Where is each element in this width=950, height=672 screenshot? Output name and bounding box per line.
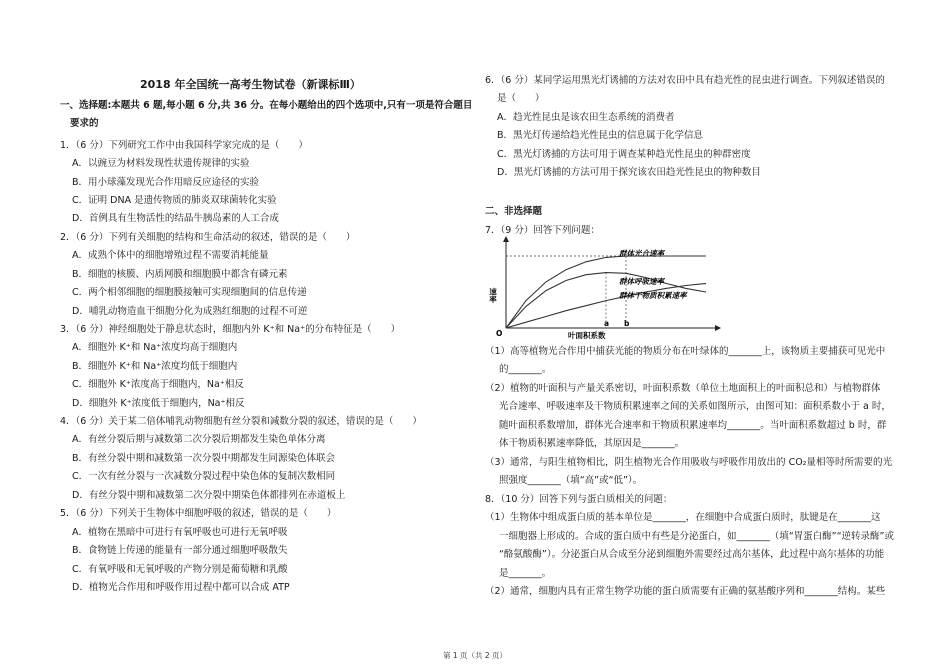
q7-stem: 7．（9 分）回答下列问题： (485, 225, 600, 236)
q3-option-a: A．细胞外 K⁺和 Na⁺浓度均高于细胞内 (72, 342, 238, 353)
section-1-heading: 一、选择题:本题共 6 题,每小题 6 分,共 36 分。在每小题给出的四个选项中,只有一项是符合题目 (60, 100, 473, 111)
q6-stem-cont: 是（ ） (497, 93, 545, 104)
y-axis-label: 速率 (488, 288, 498, 303)
q7-part1: （1）高等植物光合作用中捕获光能的物质分布在叶绿体的_______上，该物质主要捕获可见光中 (485, 346, 886, 357)
q1-option-d: D．首例具有生物活性的结晶牛胰岛素的人工合成 (72, 213, 279, 224)
q2-option-a: A．成熟个体中的细胞增殖过程不需要消耗能量 (72, 250, 269, 261)
q2-option-c: C．两个相邻细胞的细胞膜接触可实现细胞间的信息传递 (72, 287, 307, 298)
q6-option-d: D．黑光灯诱捕的方法可用于探究该农田趋光性昆虫的物种数目 (497, 167, 761, 178)
q4-option-b: B．有丝分裂中期和减数第一次分裂中期都发生同源染色体联会 (72, 453, 336, 464)
legend-dry-matter: 群体干物质积累速率 (619, 291, 687, 300)
q7-part1-cont: 的_______。 (499, 364, 552, 375)
q5-option-c: C．有氧呼吸和无氧呼吸的产物分别是葡萄糖和乳酸 (72, 564, 288, 575)
legend-respiration: 群体呼吸速率 (619, 277, 664, 286)
q4-option-a: A．有丝分裂后期与减数第二次分裂后期都发生染色单体分离 (72, 434, 326, 445)
q1-stem: 1．（6 分）下列研究工作中由我国科学家完成的是（ ） (60, 140, 308, 151)
q2-stem: 2．（6 分）下列有关细胞的结构和生命活动的叙述，错误的是（ ） (60, 232, 356, 243)
q7-part2-cont2: 随叶面积系数增加，群体光合速率和干物质积累速率均_______。当叶面积系数超过 b 时，群 (499, 420, 887, 431)
q4-option-c: C．一次有丝分裂与一次减数分裂过程中染色体的复制次数相同 (72, 471, 336, 482)
q1-option-c: C．证明 DNA 是遗传物质的肺炎双球菌转化实验 (72, 195, 277, 206)
q7-part3: （3）通常，与阳生植物相比，阴生植物光合作用吸收与呼吸作用放出的 CO₂量相等时所需要的光 (485, 457, 892, 468)
q5-option-b: B．食物链上传递的能量有一部分通过细胞呼吸散失 (72, 545, 288, 556)
q3-stem: 3．（6 分）神经细胞处于静息状态时，细胞内外 K⁺和 Na⁺的分布特征是（ ） (60, 324, 401, 335)
q7-part2: （2）植物的叶面积与产量关系密切，叶面积系数（单位土地面积上的叶面积总和）与植物群体 (485, 383, 881, 394)
section-1-heading-cont: 要求的 (70, 118, 99, 129)
q8-part1-cont2: “酪氨酸酶”）。分泌蛋白从合成至分泌到细胞外需要经过高尔基体，此过程中高尔基体的功能 (499, 549, 885, 560)
q7-part2-cont1: 光合速率、呼吸速率及干物质积累速率之间的关系如图所示，由图可知：面积系数小于 a 时， (499, 401, 891, 412)
q5-stem: 5．（6 分）下列关于生物体中细胞呼吸的叙述，错误的是（ ） (60, 508, 337, 519)
q6-option-b: B．黑光灯传递给趋光性昆虫的信息属于化学信息 (497, 130, 704, 141)
q4-stem: 4．（6 分）关于某二倍体哺乳动物细胞有丝分裂和减数分裂的叙述，错误的是（ ） (60, 416, 422, 427)
q2-option-d: D．哺乳动物造血干细胞分化为成熟红细胞的过程不可逆 (72, 306, 308, 317)
q1-option-b: B．用小球藻发现光合作用暗反应途径的实验 (72, 177, 260, 188)
q4-option-d: D．有丝分裂中期和减数第二次分裂中期染色体都排列在赤道板上 (72, 490, 346, 501)
q8-part1-cont3: 是_______。 (499, 568, 552, 579)
q6-option-c: C．黑光灯诱捕的方法可用于调查某种趋光性昆虫的种群密度 (497, 149, 751, 160)
x-axis-label: 叶面积系数 (568, 331, 606, 340)
q6-option-a: A．趋光性昆虫是该农田生态系统的消费者 (497, 112, 675, 123)
x-tick-o: O (496, 329, 503, 338)
q3-option-d: D．细胞外 K⁺浓度低于细胞内，Na⁺相反 (72, 398, 245, 409)
q3-option-b: B．细胞外 K⁺和 Na⁺浓度均低于细胞内 (72, 361, 238, 372)
q8-stem: 8．（10 分）回答下列与蛋白质相关的问题： (485, 494, 673, 505)
q7-part2-cont3: 体干物质积累速率降低，其原因是_______。 (499, 438, 685, 449)
q5-option-a: A．植物在黑暗中可进行有氧呼吸也可进行无氧呼吸 (72, 527, 288, 538)
q1-option-a: A．以豌豆为材料发现性状遗传规律的实验 (72, 158, 250, 169)
page-footer: 第 1 页（共 2 页） (442, 651, 508, 660)
q2-option-b: B．细胞的核膜、内质网膜和细胞膜中都含有磷元素 (72, 269, 288, 280)
q6-stem: 6．（6 分）某同学运用黑光灯诱捕的方法对农田中具有趋光性的昆虫进行调查。下列叙述错误的 (485, 75, 885, 86)
x-tick-b: b (624, 319, 630, 328)
q3-option-c: C．细胞外 K⁺浓度高于细胞内，Na⁺相反 (72, 379, 244, 390)
x-axis-arrow (715, 325, 721, 331)
legend-photosynthesis: 群体光合速率 (619, 249, 664, 258)
chart-axes (503, 236, 721, 331)
q8-part2: （2）通常，细胞内具有正常生物学功能的蛋白质需要有正确的氨基酸序列和_______结构。某些 (485, 586, 886, 597)
q8-part1-cont1: 一细胞器上形成的。合成的蛋白质中有些是分泌蛋白，如_______（填“胃蛋白酶”“逆转录酶”或 (499, 531, 894, 542)
q7-part3-cont: 照强度_______（填“高”或“低”）。 (499, 475, 643, 486)
q5-option-d: D．植物光合作用和呼吸作用过程中都可以合成 ATP (72, 582, 290, 593)
x-tick-a: a (604, 319, 610, 328)
page-title: 2018 年全国统一高考生物试卷（新课标Ⅲ） (140, 78, 361, 91)
q7-chart (490, 238, 725, 340)
section-2-heading: 二、非选择题 (485, 206, 543, 217)
q8-part1: （1）生物体中组成蛋白质的基本单位是_______，在细胞中合成蛋白质时，肽键是在_______这 (485, 512, 881, 523)
